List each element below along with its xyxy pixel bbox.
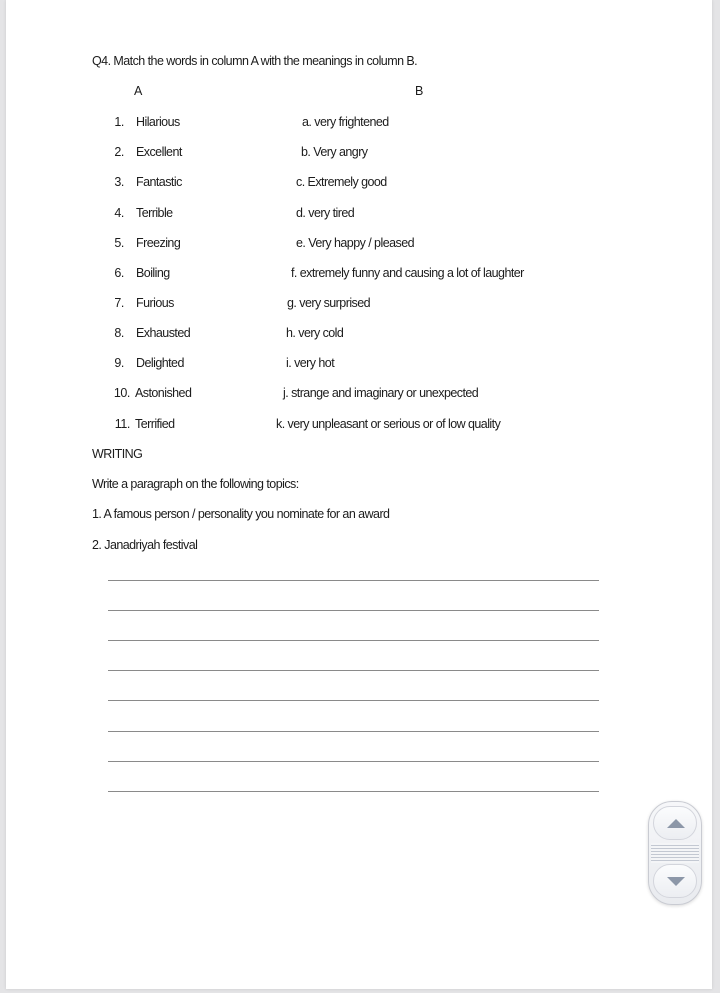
item-number: 11. [114, 417, 130, 431]
grip-lines-icon[interactable] [651, 843, 699, 863]
item-number: 5. [114, 236, 124, 250]
column-a-header: A [134, 84, 142, 98]
item-number: 9. [114, 356, 124, 370]
column-b-header: B [415, 84, 423, 98]
meaning-i: i. very hot [286, 356, 335, 370]
scroll-down-button[interactable] [653, 864, 697, 898]
meaning-a: a. very frightened [302, 115, 389, 129]
item-number: 4. [114, 206, 124, 220]
word-excellent: Excellent [136, 145, 182, 159]
word-fantastic: Fantastic [136, 175, 182, 189]
item-number: 6. [114, 266, 124, 280]
answer-line [108, 700, 599, 701]
word-boiling: Boiling [136, 266, 170, 280]
meaning-j: j. strange and imaginary or unexpected [283, 386, 479, 400]
item-number: 1. [114, 115, 124, 129]
answer-line [108, 761, 599, 762]
meaning-g: g. very surprised [287, 296, 371, 310]
meaning-h: h. very cold [286, 326, 344, 340]
word-astonished: Astonished [135, 386, 192, 400]
page-scroll-control[interactable] [648, 801, 702, 905]
item-number: 8. [114, 326, 124, 340]
scroll-down-arrow-icon [667, 877, 685, 886]
question-title: Q4. Match the words in column A with the meanings in column B. [92, 54, 418, 68]
word-exhausted: Exhausted [136, 326, 191, 340]
meaning-f: f. extremely funny and causing a lot of laughter [291, 266, 524, 280]
writing-heading: WRITING [92, 447, 143, 461]
word-delighted: Delighted [136, 356, 184, 370]
word-terrible: Terrible [136, 206, 173, 220]
word-furious: Furious [136, 296, 174, 310]
item-number: 7. [114, 296, 124, 310]
word-terrified: Terrified [135, 417, 175, 431]
meaning-e: e. Very happy / pleased [296, 236, 414, 250]
answer-line [108, 640, 599, 641]
writing-topic-1: 1. A famous person / personality you nominate for an award [92, 507, 390, 521]
answer-line [108, 670, 599, 671]
scroll-up-arrow-icon [667, 819, 685, 828]
answer-line [108, 731, 599, 732]
answer-line [108, 610, 599, 611]
item-number: 3. [114, 175, 124, 189]
answer-line [108, 791, 599, 792]
word-freezing: Freezing [136, 236, 181, 250]
scroll-up-button[interactable] [653, 806, 697, 840]
meaning-k: k. very unpleasant or serious or of low quality [276, 417, 501, 431]
item-number: 10. [113, 386, 130, 400]
writing-topic-2: 2. Janadriyah festival [92, 538, 198, 552]
meaning-c: c. Extremely good [296, 175, 387, 189]
meaning-b: b. Very angry [301, 145, 368, 159]
answer-line [108, 580, 599, 581]
item-number: 2. [114, 145, 124, 159]
meaning-d: d. very tired [296, 206, 355, 220]
word-hilarious: Hilarious [136, 115, 180, 129]
writing-instruction: Write a paragraph on the following topics: [92, 477, 299, 491]
